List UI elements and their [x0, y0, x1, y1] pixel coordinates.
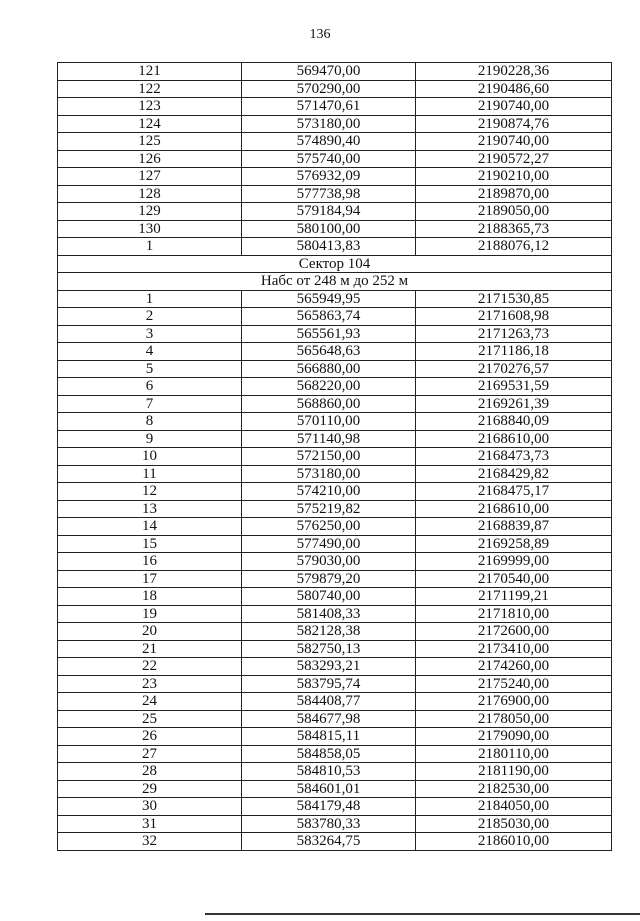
coordinate-y: 2171199,21	[416, 588, 612, 606]
table-row	[58, 185, 612, 203]
coordinate-y: 2170276,57	[416, 360, 612, 378]
point-number: 125	[58, 133, 242, 151]
coordinate-y: 2190874,76	[416, 115, 612, 133]
table-row	[58, 115, 612, 133]
coordinate-y: 2175240,00	[416, 675, 612, 693]
point-number: 3	[58, 325, 242, 343]
point-number: 12	[58, 483, 242, 501]
table-row	[58, 658, 612, 676]
table-row	[58, 238, 612, 256]
table-row	[58, 483, 612, 501]
coordinate-y: 2168610,00	[416, 500, 612, 518]
coordinate-x: 566880,00	[242, 360, 416, 378]
coordinate-x: 573180,00	[242, 465, 416, 483]
coordinate-x: 576250,00	[242, 518, 416, 536]
coordinate-x: 569470,00	[242, 63, 416, 81]
table-row	[58, 168, 612, 186]
coordinate-x: 565561,93	[242, 325, 416, 343]
coordinate-y: 2169258,89	[416, 535, 612, 553]
coordinate-x: 583795,74	[242, 675, 416, 693]
point-number: 1	[58, 290, 242, 308]
coordinate-y: 2172600,00	[416, 623, 612, 641]
table-row	[58, 150, 612, 168]
point-number: 10	[58, 448, 242, 466]
coordinate-y: 2181190,00	[416, 763, 612, 781]
coordinate-x: 581408,33	[242, 605, 416, 623]
table-row	[58, 815, 612, 833]
table-row	[58, 360, 612, 378]
coordinate-x: 577738,98	[242, 185, 416, 203]
coordinate-y: 2188076,12	[416, 238, 612, 256]
coordinate-y: 2189870,00	[416, 185, 612, 203]
point-number: 126	[58, 150, 242, 168]
coordinate-y: 2190740,00	[416, 98, 612, 116]
coordinate-x: 574210,00	[242, 483, 416, 501]
coordinate-y: 2190740,00	[416, 133, 612, 151]
coordinate-x: 583293,21	[242, 658, 416, 676]
point-number: 22	[58, 658, 242, 676]
table-row	[58, 290, 612, 308]
point-number: 26	[58, 728, 242, 746]
coordinate-y: 2188365,73	[416, 220, 612, 238]
table-row	[58, 553, 612, 571]
point-number: 21	[58, 640, 242, 658]
coordinate-x: 583780,33	[242, 815, 416, 833]
point-number: 6	[58, 378, 242, 396]
point-number: 28	[58, 763, 242, 781]
table-row	[58, 675, 612, 693]
coordinate-y: 2171608,98	[416, 308, 612, 326]
coordinate-x: 584408,77	[242, 693, 416, 711]
coordinate-x: 571470,61	[242, 98, 416, 116]
coordinate-y: 2169999,00	[416, 553, 612, 571]
coordinate-x: 579030,00	[242, 553, 416, 571]
coordinate-y: 2171530,85	[416, 290, 612, 308]
coordinate-y: 2182530,00	[416, 780, 612, 798]
point-number: 11	[58, 465, 242, 483]
rows-after-section	[58, 290, 612, 850]
section-title-row	[58, 255, 612, 273]
table-row	[58, 728, 612, 746]
coordinates-table	[57, 62, 612, 851]
coordinate-x: 584815,11	[242, 728, 416, 746]
coordinate-y: 2168475,17	[416, 483, 612, 501]
table-row	[58, 325, 612, 343]
coordinate-y: 2168610,00	[416, 430, 612, 448]
coordinate-x: 582128,38	[242, 623, 416, 641]
coordinate-y: 2168839,87	[416, 518, 612, 536]
section-subtitle-row	[58, 273, 612, 291]
point-number: 130	[58, 220, 242, 238]
coordinate-x: 568220,00	[242, 378, 416, 396]
point-number: 17	[58, 570, 242, 588]
point-number: 13	[58, 500, 242, 518]
coordinate-y: 2171263,73	[416, 325, 612, 343]
table-row	[58, 798, 612, 816]
point-number: 14	[58, 518, 242, 536]
table-row	[58, 395, 612, 413]
table-row	[58, 413, 612, 431]
coordinate-x: 570290,00	[242, 80, 416, 98]
coordinate-x: 584858,05	[242, 745, 416, 763]
table-row	[58, 63, 612, 81]
coordinate-x: 565949,95	[242, 290, 416, 308]
coordinate-y: 2170540,00	[416, 570, 612, 588]
table-row	[58, 220, 612, 238]
coordinate-y: 2179090,00	[416, 728, 612, 746]
coordinate-y: 2190210,00	[416, 168, 612, 186]
table-row	[58, 343, 612, 361]
coordinate-x: 565863,74	[242, 308, 416, 326]
table-row	[58, 710, 612, 728]
point-number: 30	[58, 798, 242, 816]
table-row	[58, 308, 612, 326]
coordinate-x: 573180,00	[242, 115, 416, 133]
coordinate-x: 576932,09	[242, 168, 416, 186]
coordinate-x: 584601,01	[242, 780, 416, 798]
coordinate-y: 2168473,73	[416, 448, 612, 466]
table-row	[58, 780, 612, 798]
table-row	[58, 448, 612, 466]
table-row	[58, 378, 612, 396]
coordinate-y: 2185030,00	[416, 815, 612, 833]
coordinate-x: 568860,00	[242, 395, 416, 413]
point-number: 128	[58, 185, 242, 203]
point-number: 5	[58, 360, 242, 378]
point-number: 27	[58, 745, 242, 763]
table-row	[58, 80, 612, 98]
coordinate-x: 570110,00	[242, 413, 416, 431]
table-row	[58, 98, 612, 116]
coordinate-x: 580100,00	[242, 220, 416, 238]
coordinate-y: 2184050,00	[416, 798, 612, 816]
table-row	[58, 605, 612, 623]
table-row	[58, 518, 612, 536]
coordinate-x: 580413,83	[242, 238, 416, 256]
section-header	[58, 255, 612, 290]
table-row	[58, 588, 612, 606]
point-number: 19	[58, 605, 242, 623]
table-row	[58, 430, 612, 448]
table-row	[58, 465, 612, 483]
page-bottom-rule	[205, 913, 640, 915]
point-number: 16	[58, 553, 242, 571]
table-row	[58, 500, 612, 518]
point-number: 23	[58, 675, 242, 693]
coordinate-x: 583264,75	[242, 833, 416, 851]
coordinate-y: 2178050,00	[416, 710, 612, 728]
coordinate-y: 2171186,18	[416, 343, 612, 361]
table-row	[58, 833, 612, 851]
coordinate-y: 2171810,00	[416, 605, 612, 623]
point-number: 127	[58, 168, 242, 186]
section-title: Сектор 104	[58, 255, 612, 273]
point-number: 32	[58, 833, 242, 851]
coordinate-y: 2180110,00	[416, 745, 612, 763]
coordinate-y: 2169531,59	[416, 378, 612, 396]
point-number: 122	[58, 80, 242, 98]
point-number: 1	[58, 238, 242, 256]
coordinate-x: 582750,13	[242, 640, 416, 658]
section-subtitle: Набс от 248 м до 252 м	[58, 273, 612, 291]
rows-before-section	[58, 63, 612, 256]
coordinate-y: 2169261,39	[416, 395, 612, 413]
point-number: 29	[58, 780, 242, 798]
coordinate-x: 584179,48	[242, 798, 416, 816]
table-row	[58, 745, 612, 763]
coordinate-x: 584810,53	[242, 763, 416, 781]
point-number: 8	[58, 413, 242, 431]
point-number: 129	[58, 203, 242, 221]
table-row	[58, 535, 612, 553]
coordinate-x: 577490,00	[242, 535, 416, 553]
coordinate-y: 2174260,00	[416, 658, 612, 676]
coordinate-x: 575219,82	[242, 500, 416, 518]
coordinate-x: 572150,00	[242, 448, 416, 466]
point-number: 18	[58, 588, 242, 606]
coordinate-x: 575740,00	[242, 150, 416, 168]
table-row	[58, 203, 612, 221]
point-number: 24	[58, 693, 242, 711]
coordinate-y: 2176900,00	[416, 693, 612, 711]
page-number: 136	[309, 27, 331, 42]
coordinate-x: 580740,00	[242, 588, 416, 606]
coordinate-x: 579184,94	[242, 203, 416, 221]
coordinate-x: 574890,40	[242, 133, 416, 151]
coordinate-x: 565648,63	[242, 343, 416, 361]
coordinate-y: 2190572,27	[416, 150, 612, 168]
point-number: 4	[58, 343, 242, 361]
coordinate-y: 2186010,00	[416, 833, 612, 851]
point-number: 7	[58, 395, 242, 413]
coordinate-x: 579879,20	[242, 570, 416, 588]
coordinate-y: 2173410,00	[416, 640, 612, 658]
point-number: 121	[58, 63, 242, 81]
coordinate-x: 571140,98	[242, 430, 416, 448]
coordinate-y: 2189050,00	[416, 203, 612, 221]
point-number: 15	[58, 535, 242, 553]
point-number: 25	[58, 710, 242, 728]
table-row	[58, 640, 612, 658]
coordinate-y: 2168429,82	[416, 465, 612, 483]
point-number: 124	[58, 115, 242, 133]
coordinate-y: 2190228,36	[416, 63, 612, 81]
point-number: 9	[58, 430, 242, 448]
table-row	[58, 763, 612, 781]
table-row	[58, 623, 612, 641]
coordinate-y: 2190486,60	[416, 80, 612, 98]
point-number: 2	[58, 308, 242, 326]
point-number: 31	[58, 815, 242, 833]
table-row	[58, 570, 612, 588]
point-number: 123	[58, 98, 242, 116]
coordinate-x: 584677,98	[242, 710, 416, 728]
point-number: 20	[58, 623, 242, 641]
coordinate-y: 2168840,09	[416, 413, 612, 431]
table-row	[58, 693, 612, 711]
table-row	[58, 133, 612, 151]
